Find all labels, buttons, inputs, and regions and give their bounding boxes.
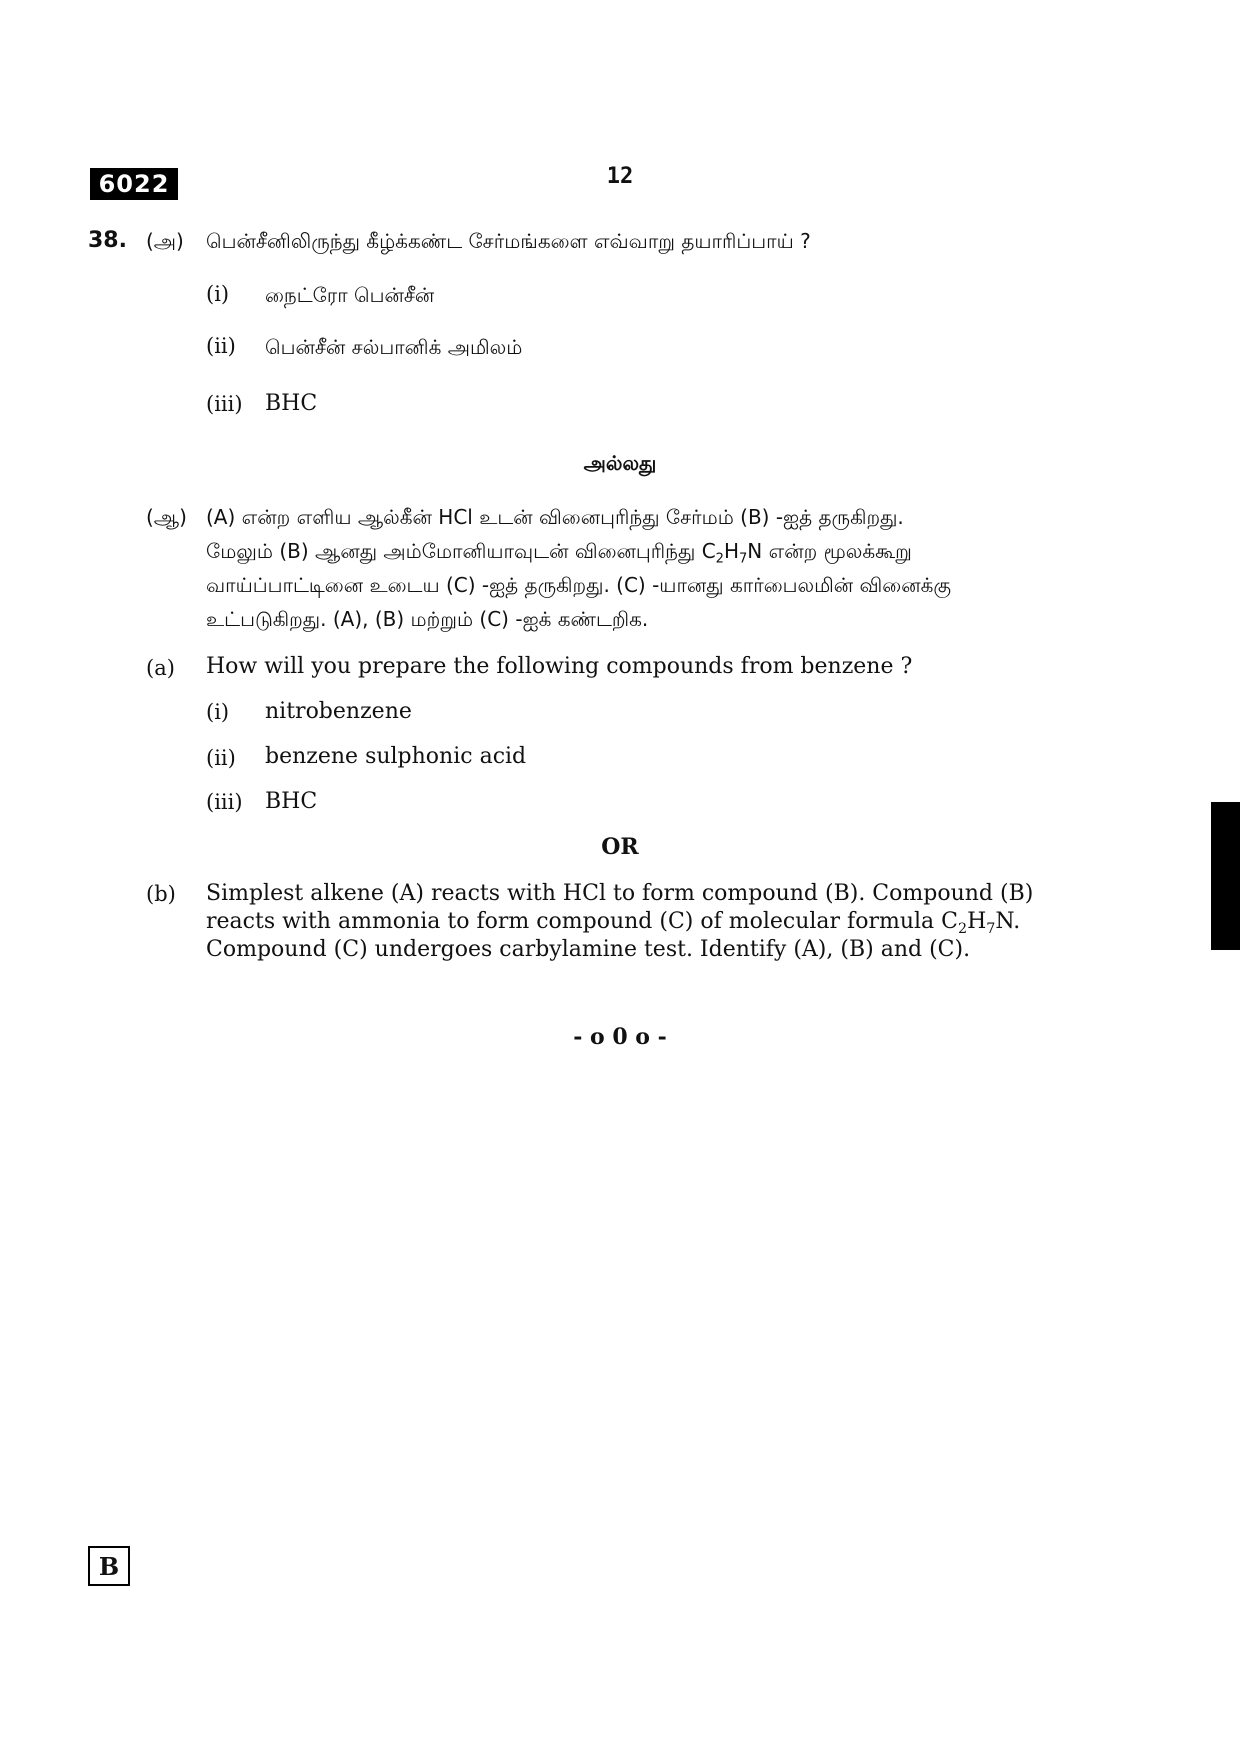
tamil-b-sub-2: 2 <box>715 551 724 567</box>
tamil-b-line-4: உட்படுகிறது. (A), (B) மற்றும் (C) -ஐக் கண்டறிக. <box>206 607 649 631</box>
english-b-h: H <box>967 909 987 934</box>
side-edge-marker <box>1211 802 1240 950</box>
english-a-item-3-text: BHC <box>265 789 318 814</box>
tamil-b-line-2 <box>206 534 1092 568</box>
english-a-item-2-label: (ii) <box>206 746 236 770</box>
english-a-item-3-label: (iii) <box>206 790 243 814</box>
english-a-label: (a) <box>146 656 175 680</box>
question-number: 38. <box>88 228 127 253</box>
tamil-a-prompt: பென்சீனிலிருந்து கீழ்க்கண்ட சேர்மங்களை எவ்வாறு தயாரிப்பாய் ? <box>206 229 811 253</box>
tamil-b-line-2-pre: மேலும் (B) ஆனது அம்மோனியாவுடன் வினைபுரிந்து C <box>206 539 716 563</box>
tamil-a-item-3-label: (iii) <box>206 392 243 416</box>
tamil-b-line-1: (A) என்ற எளிய ஆல்கீன் HCl உடன் வினைபுரிந்து சேர்மம் (B) -ஐத் தருகிறது. <box>206 505 904 529</box>
tamil-b-line-2-post: N என்ற மூலக்கூறு <box>747 539 912 563</box>
tamil-a-item-2-label: (ii) <box>206 334 236 358</box>
tamil-a-item-2-text: பென்சீன் சல்பானிக் அமிலம் <box>265 335 523 359</box>
paper-code-badge: 6022 <box>90 168 178 200</box>
english-b-line-2-pre: reacts with ammonia to form compound (C) of molecular formula C <box>206 909 958 934</box>
tamil-or-heading: அல்லது <box>583 451 657 475</box>
english-b-sub-2: 2 <box>957 921 968 937</box>
english-a-item-1-text: nitrobenzene <box>265 699 412 724</box>
english-b-sub-7: 7 <box>986 921 996 937</box>
english-a-prompt: How will you prepare the following compounds from benzene ? <box>206 654 913 679</box>
booklet-series-box: B <box>88 1546 130 1586</box>
english-b-line-2 <box>206 908 1092 936</box>
english-b-line-1: Simplest alkene (A) reacts with HCl to form compound (B). Compound (B) <box>206 881 1034 906</box>
tamil-b-sub-7: 7 <box>739 551 748 567</box>
end-of-paper-mark: - o 0 o - <box>573 1024 667 1050</box>
tamil-b-line-3: வாய்ப்பாட்டினை உடைய (C) -ஐத் தருகிறது. (C) -யானது கார்பைலமின் வினைக்கு <box>206 573 952 597</box>
english-a-item-2-text: benzene sulphonic acid <box>265 744 527 769</box>
tamil-b-h: H <box>723 539 739 563</box>
english-b-line-3: Compound (C) undergoes carbylamine test. Identify (A), (B) and (C). <box>206 937 971 962</box>
tamil-a-item-1-label: (i) <box>206 282 230 306</box>
tamil-a-item-3-text: BHC <box>265 391 318 416</box>
english-b-line-2-post: N. <box>995 909 1021 934</box>
tamil-b-label: (ஆ) <box>146 505 187 529</box>
tamil-a-item-1-text: நைட்ரோ பென்சீன் <box>265 283 435 307</box>
page-number: 12 <box>606 164 634 189</box>
english-b-label: (b) <box>146 882 176 906</box>
english-or-heading: OR <box>601 834 639 860</box>
tamil-a-label: (அ) <box>146 229 184 253</box>
english-a-item-1-label: (i) <box>206 700 230 724</box>
